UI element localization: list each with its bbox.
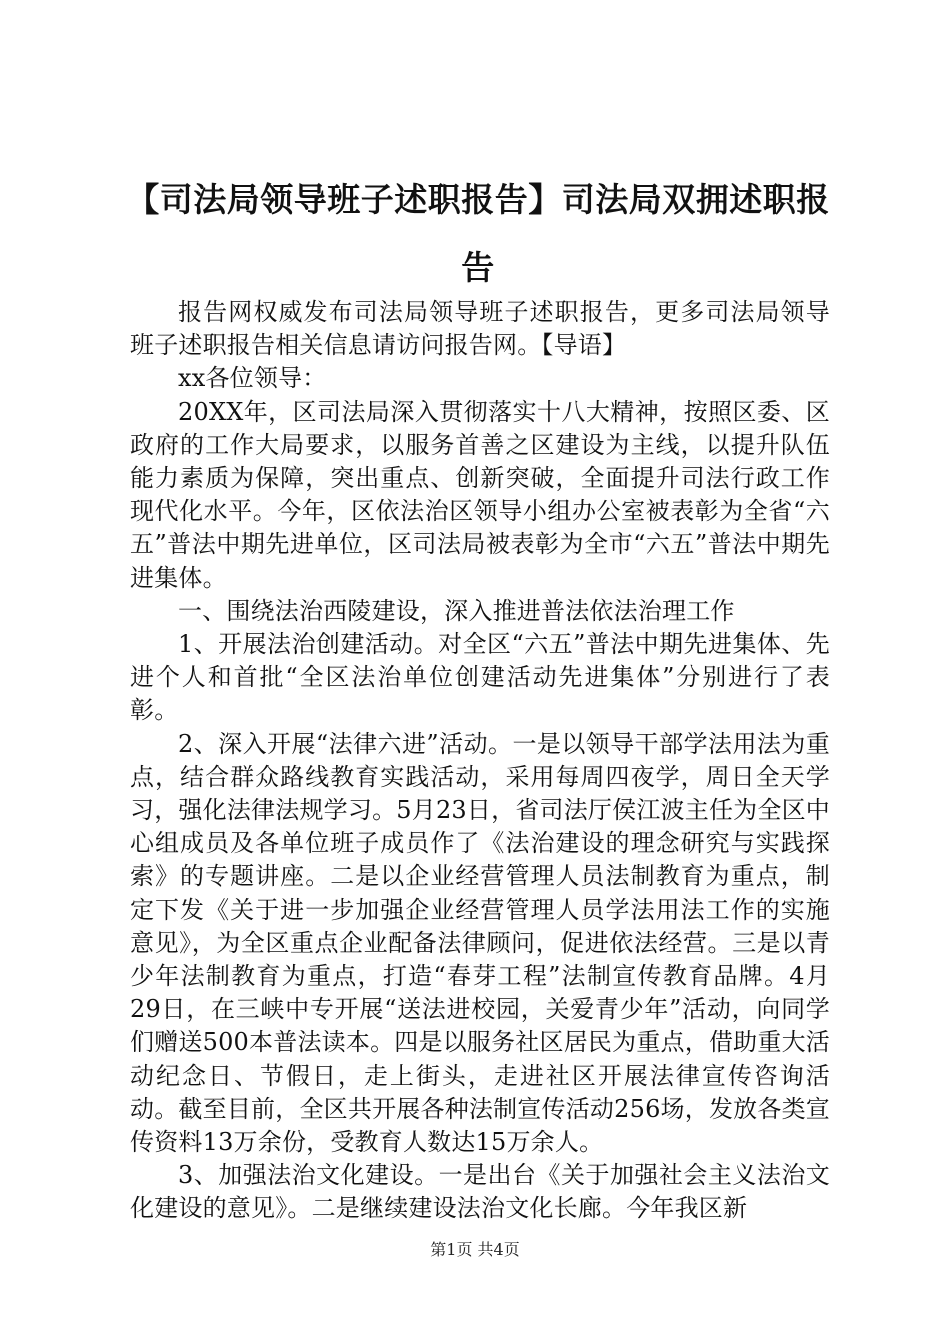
document-body <box>130 296 830 1226</box>
section-heading: 一、围绕法治西陵建设，深入推进普法依法治理工作 <box>178 596 735 625</box>
document-title: 【司法局领导班子述职报告】司法局双拥述职报告 <box>126 180 830 287</box>
salutation: xx各位领导： <box>178 364 327 393</box>
item-paragraph-1: 1、开展法治创建活动。对全区“六五”普法中期先进集体、先进个人和首批“全区法治单位创建活动先进集体”分别进行了表彰。 <box>130 630 830 725</box>
item-paragraph-2: 2、深入开展“法律六进”活动。一是以领导干部学法用法为重点，结合群众路线教育实践活动，采用每周四夜学，周日全天学习，强化法律法规学习。5月23日，省司法厅侯江波主任为全区中心组成员及各单位班子成员作了《法治建设的理念研究与实践探索》的专题讲座。二是以企业经营管理人员法制教育为重点，制定下发《关于进一步加强企业经营管理人员学法用法工作的实施意见》，为全区重点企业配备法律顾问，促进依法经营。三是以青少年法制教育为重点，打造“春芽工程”法制宣传教育品牌。4月29日，在三峡中专开展“送法进校园，关爱青少年”活动，向同学们赠送500本普法读本。四是以服务社区居民为重点，借助重大活动纪念日、节假日，走上街头，走进社区开展法律宣传咨询活动。截至目前，全区共开展各种法制宣传活动256场，发放各类宣传资料13万余份，受教育人数达15万余人。 <box>130 729 830 1157</box>
overview-paragraph: 20XX年，区司法局深入贯彻落实十八大精神，按照区委、区政府的工作大局要求，以服务首善之区建设为主线，以提升队伍能力素质为保障，突出重点、创新突破，全面提升司法行政工作现代化水平。今年，区依法治区领导小组办公室被表彰为全省“六五”普法中期先进单位，区司法局被表彰为全市“六五”普法中期先进集体。 <box>130 397 830 592</box>
intro-paragraph: 报告网权威发布司法局领导班子述职报告，更多司法局领导班子述职报告相关信息请访问报告网。【导语】 <box>130 298 830 360</box>
item-paragraph-3: 3、加强法治文化建设。一是出台《关于加强社会主义法治文化建设的意见》。二是继续建设法治文化长廊。今年我区新 <box>130 1161 830 1223</box>
page-number-footer: 第1页 共4页 <box>430 1240 520 1259</box>
